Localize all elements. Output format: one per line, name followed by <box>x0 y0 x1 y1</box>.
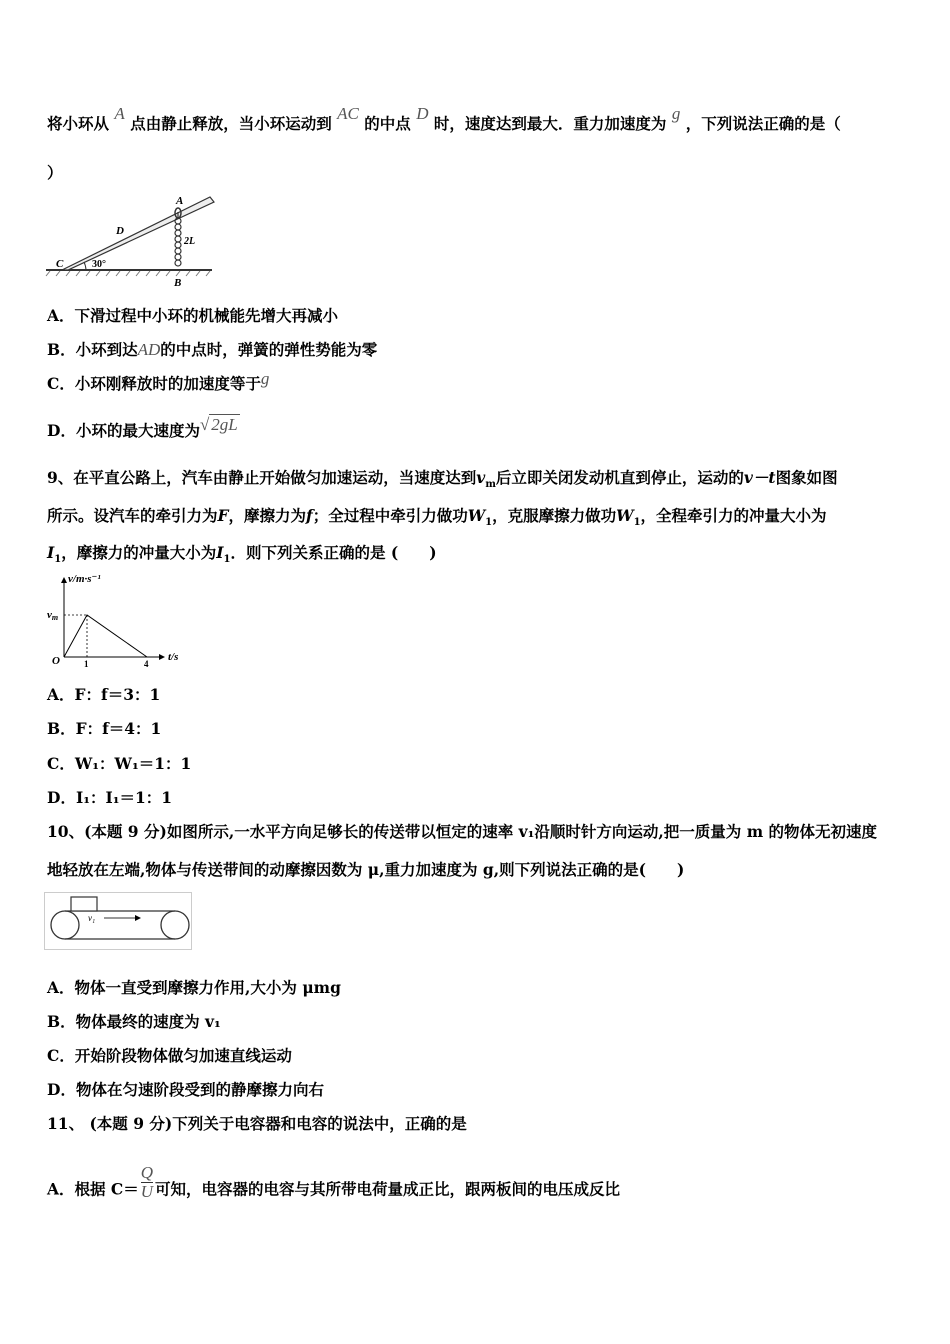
q10-stem-line2: 地轻放在左端,物体与传送带间的动摩擦因数为 μ,重力加速度为 g,则下列说法正确的是( ) <box>47 860 685 879</box>
q9-text: 9、在平直公路上，汽车由静止开始做匀加速运动，当速度达到 <box>47 468 477 487</box>
right-pulley <box>161 911 189 939</box>
fraction-numerator: Q <box>140 1163 154 1182</box>
q8-option-b-text: 的中点时，弹簧的弹性势能为零 <box>160 340 378 359</box>
q9-option-d: D．I₁：I₁＝1：1 <box>47 788 173 807</box>
vm-label <box>47 609 58 622</box>
ground-hatch <box>46 271 210 276</box>
label-angle: 30° <box>92 259 106 270</box>
q9-option-c: C．W₁：W₁＝1：1 <box>47 754 192 773</box>
q9-stem-line3 <box>47 543 437 570</box>
var-AD: AD <box>137 340 161 359</box>
label-C: C <box>56 258 64 270</box>
q8-option-c-text: C．小环刚释放时的加速度等于 <box>47 374 261 393</box>
q8-option-b-text: B．小环到达 <box>47 340 138 359</box>
var-I: I <box>47 543 55 562</box>
origin-label: O <box>52 655 60 667</box>
var-W: W <box>616 506 634 525</box>
figure-border <box>45 893 192 950</box>
q9-text: 图象如图 <box>775 468 838 487</box>
q9-text: 后立即关闭发动机直到停止，运动的 <box>495 468 744 487</box>
q8-option-d <box>47 415 240 441</box>
tick-1: 1 <box>84 659 89 669</box>
var-g: g <box>260 369 270 388</box>
q9-text: ，摩擦力为 <box>228 506 307 525</box>
q8-text: ，下列说法正确的是（ <box>685 114 841 133</box>
q8-text: 将小环从 <box>47 114 110 133</box>
sqrt-radicand: 2gL <box>211 415 238 434</box>
q8-incline-figure <box>44 192 216 288</box>
q11-option-a <box>47 1163 621 1209</box>
q8-option-b <box>47 340 377 360</box>
x-axis-label: t/s <box>168 651 179 663</box>
sqrt-expression <box>200 415 240 434</box>
q9-text: 所示。设汽车的牵引力为 <box>47 506 218 525</box>
label-2L: 2L <box>184 236 196 247</box>
var-D: D <box>416 104 429 123</box>
angle-arc <box>84 262 86 270</box>
fraction-Q-over-U <box>141 1164 153 1201</box>
sub-m: m <box>485 479 496 491</box>
q9-vt-graph <box>44 570 194 670</box>
y-axis-label: v/m·s⁻¹ <box>68 573 101 585</box>
q8-option-d-text: D．小环的最大速度为 <box>47 421 200 440</box>
sub-1: 1 <box>54 554 62 566</box>
var-v: v <box>476 468 486 487</box>
sub-1: 1 <box>223 554 231 566</box>
label-A: A <box>176 195 184 207</box>
sub-1: 1 <box>485 517 493 529</box>
q11-stem: 11、 (本题 9 分)下列关于电容器和电容的说法中，正确的是 <box>47 1114 467 1133</box>
q10-conveyor-figure <box>44 892 192 950</box>
q10-option-d: D．物体在匀速阶段受到的静摩擦力向右 <box>47 1080 324 1099</box>
q8-option-a: A．下滑过程中小环的机械能先增大再减小 <box>47 306 339 325</box>
q10-stem-line1: 10、(本题 9 分)如图所示,一水平方向足够长的传送带以恒定的速率 v₁沿顺时针方向运动,把一质量为 m 的物体无初速度 <box>47 822 877 841</box>
q9-option-b: B．F：f＝4：1 <box>47 719 162 738</box>
velocity-label: v₁ <box>88 913 96 923</box>
vm-label-v: v <box>47 609 52 621</box>
q8-stem-line1 <box>47 104 841 134</box>
var-F: F <box>217 506 229 525</box>
q9-text: ，克服摩擦力做功 <box>492 506 617 525</box>
q8-option-c <box>47 369 270 394</box>
q9-option-a: A．F：f＝3：1 <box>47 685 161 704</box>
q9-text: ，全程牵引力的冲量大小为 <box>640 506 827 525</box>
q11-option-a-text: 可知，电容器的电容与其所带电荷量成正比，跟两板间的电压成反比 <box>155 1179 621 1199</box>
label-D: D <box>116 225 124 237</box>
q10-option-b: B．物体最终的速度为 v₁ <box>47 1012 221 1031</box>
left-pulley <box>51 911 79 939</box>
q8-text: 的中点 <box>364 114 411 133</box>
vt-line <box>64 615 147 657</box>
q8-text: 时，速度达到最大．重力加速度为 <box>433 114 667 133</box>
var-vt: v－t <box>743 468 776 487</box>
var-W: W <box>467 506 486 525</box>
q9-stem-line2 <box>47 506 827 533</box>
incline-rod <box>62 197 214 270</box>
q11-option-a-text: A．根据 C＝ <box>47 1179 139 1199</box>
q8-stem-line2: ） <box>47 163 63 182</box>
var-f: f <box>306 506 313 525</box>
q10-option-a: A．物体一直受到摩擦力作用,大小为 μmg <box>47 978 341 997</box>
sqrt-sign: √ <box>199 415 210 434</box>
fraction-denominator: U <box>140 1182 154 1201</box>
tick-4: 4 <box>144 659 149 669</box>
q9-text: ，摩擦力的冲量大小为 <box>61 543 217 562</box>
q8-text: 点由静止释放，当小环运动到 <box>130 114 332 133</box>
var-I: I <box>216 543 224 562</box>
block <box>71 897 97 911</box>
label-B: B <box>174 277 182 288</box>
q9-stem-line1 <box>47 468 838 495</box>
q10-option-c: C．开始阶段物体做匀加速直线运动 <box>47 1046 292 1065</box>
var-g: g <box>671 104 681 123</box>
var-A: A <box>114 104 125 123</box>
var-AC: AC <box>337 104 359 123</box>
q9-text: ．则下列关系正确的是 ( ) <box>230 543 437 562</box>
vm-label-sub: m <box>51 613 59 622</box>
sub-1: 1 <box>633 517 641 529</box>
q9-text: ；全过程中牵引力做功 <box>312 506 468 525</box>
